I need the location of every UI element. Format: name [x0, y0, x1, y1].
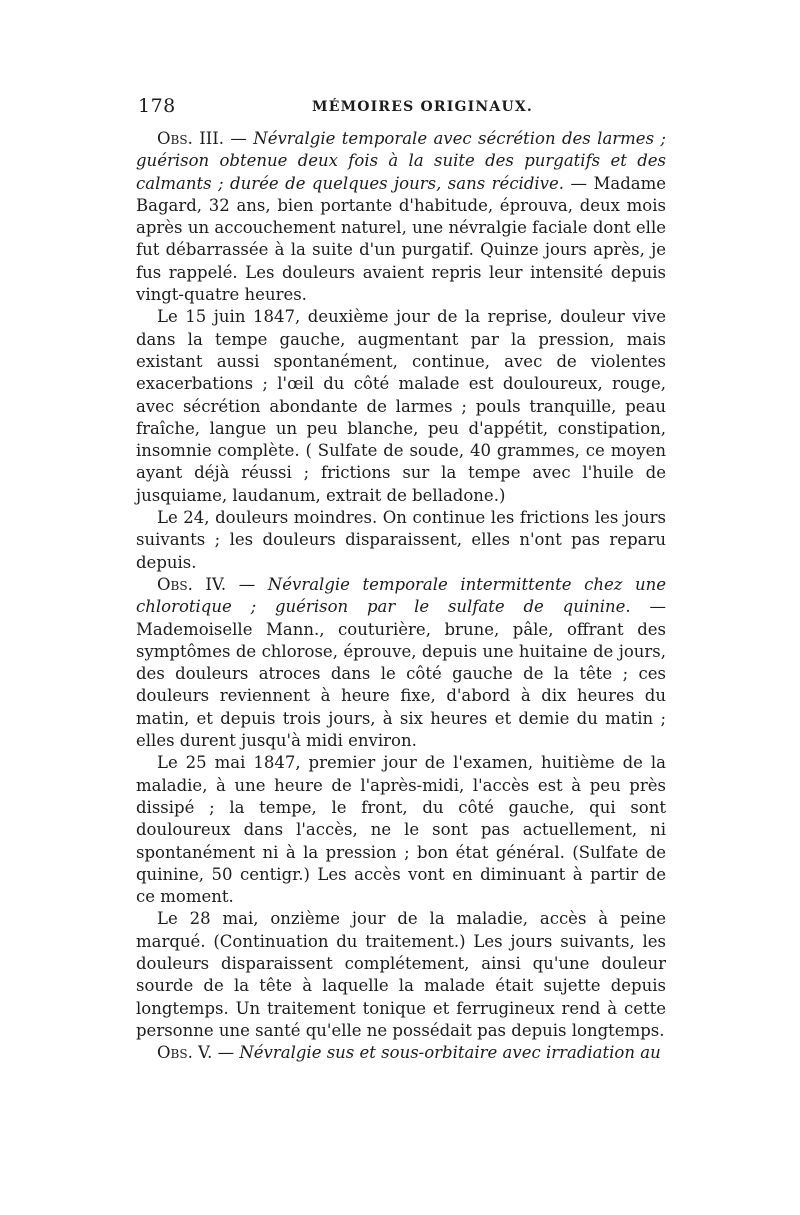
- observation-3-label: Obs. III.: [157, 129, 224, 148]
- observation-4-paragraph-3: Le 28 mai, onzième jour de la maladie, accès à peine marqué. (Continuation du traitement.) Les jours suivants, les douleurs disparaissent complétement, ainsi qu'une douleur sourde de la tête à laquelle la malade était sujette depuis longtemps. Un traitement tonique et ferrugineux rend à cette personne une santé qu'elle ne possédait pas depuis longtemps.: [136, 909, 666, 1040]
- observation-5-dash-1: —: [212, 1043, 240, 1063]
- observation-4-intro-paragraph: [136, 574, 666, 752]
- page-number: 178: [138, 95, 176, 117]
- observation-4-dash-1: —: [226, 574, 268, 594]
- observation-4-title: Névralgie temporale intermittente chez une chlorotique ; guérison par le sulfate de quinine.: [136, 574, 666, 617]
- observation-4-intro-text: Mademoiselle Mann., couturière, brune, pâle, offrant des symptômes de chlorose, éprouve, depuis une huitaine de jours, des douleurs atroces dans le côté gauche de la tête ; ces douleurs reviennent à heure fixe, d'abord à dix heures du matin, et depuis trois jours, à six heures et demie du matin ; elles durent jusqu'à midi environ.: [136, 619, 666, 751]
- body-text: [136, 128, 666, 1064]
- observation-3-paragraph-2: Le 15 juin 1847, deuxième jour de la reprise, douleur vive dans la tempe gauche, augmentant par la pression, mais existant aussi spontanément, continue, avec de violentes exacerbations ; l'œil du côté malade est douloureux, rouge, avec sécrétion abondante de larmes ; pouls tranquille, peau fraîche, langue un peu blanche, peu d'appétit, constipation, insomnie complète. ( Sulfate de soude, 40 grammes, ce moyen ayant déjà réussi ; frictions sur la tempe avec l'huile de jusquiame, laudanum, extrait de belladone.): [136, 307, 666, 505]
- observation-4-label: Obs. IV.: [157, 574, 227, 594]
- observation-4-dash-2: —: [630, 597, 666, 617]
- observation-4-paragraph-2: Le 25 mai 1847, premier jour de l'examen, huitième de la maladie, à une heure de l'après-midi, l'accès est à peu près dissipé ; la tempe, le front, du côté gauche, qui sont douloureux dans l'accès, ne le sont pas actuellement, ni spontanément ni à la pression ; bon état général. (Sulfate de quinine, 50 centigr.) Les accès vont en diminuant à partir de ce moment.: [136, 753, 666, 907]
- running-title: MÉMOIRES ORIGINAUX.: [312, 99, 533, 115]
- book-page: [136, 95, 666, 1064]
- observation-3-title: Névralgie temporale avec sécrétion des larmes ; guérison obtenue deux fois à la suite des purgatifs et des calmants ; durée de quelques jours, sans récidive.: [136, 129, 666, 193]
- observation-3-intro-paragraph: [136, 128, 666, 306]
- observation-5-title: Névralgie sus et sous-orbitaire avec irradiation au: [239, 1043, 661, 1063]
- observation-3-intro-text: Madame Bagard, 32 ans, bien portante d'habitude, éprouva, deux mois après un accouchement naturel, une névralgie faciale dont elle fut débarrassée à la suite d'un purgatif. Quinze jours après, je fus rappelé. Les douleurs avaient repris leur intensité depuis vingt-quatre heures.: [136, 173, 667, 305]
- running-header: [136, 95, 666, 125]
- observation-3-dash-2: —: [564, 173, 594, 193]
- observation-3-dash-1: —: [224, 129, 254, 148]
- observation-3-paragraph-3: Le 24, douleurs moindres. On continue les frictions les jours suivants ; les douleurs disparaissent, elles n'ont pas reparu depuis.: [136, 508, 666, 572]
- observation-5-label: Obs. V.: [157, 1043, 213, 1063]
- observation-5-intro-paragraph: [136, 1042, 666, 1064]
